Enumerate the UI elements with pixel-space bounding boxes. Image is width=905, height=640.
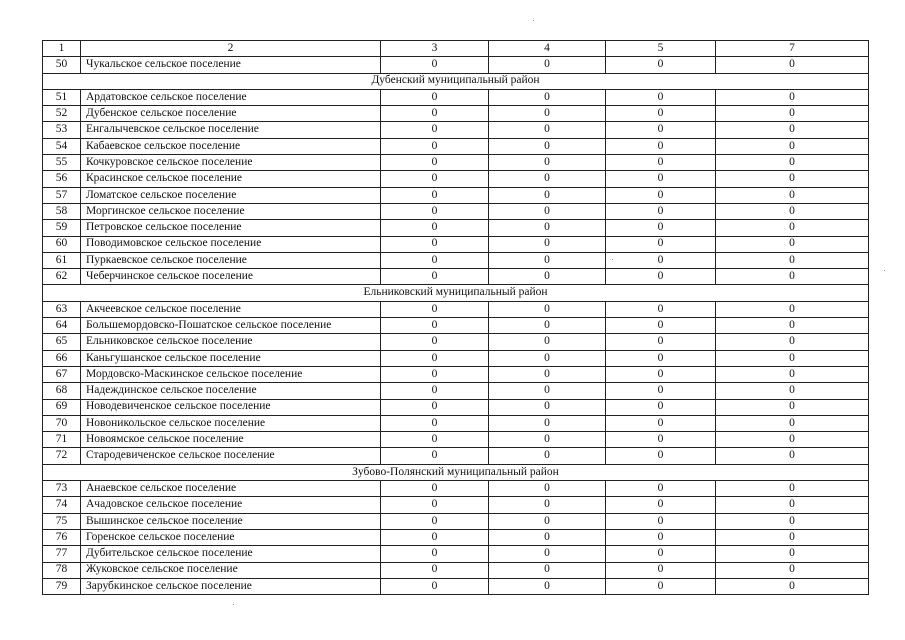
value-cell: 0 <box>716 529 869 545</box>
value-cell: 0 <box>716 432 869 448</box>
row-number: 56 <box>43 171 81 187</box>
value-cell: 0 <box>381 497 489 513</box>
value-cell: 0 <box>381 106 489 122</box>
row-number: 71 <box>43 432 81 448</box>
value-cell: 0 <box>716 252 869 268</box>
value-cell: 0 <box>606 578 716 594</box>
value-cell: 0 <box>381 399 489 415</box>
table-row <box>43 481 869 497</box>
settlement-name: Жуковское сельское поселение <box>81 562 381 578</box>
scan-speck <box>533 20 534 21</box>
value-cell: 0 <box>489 138 606 154</box>
value-cell: 0 <box>606 138 716 154</box>
column-number-2: 2 <box>81 41 381 57</box>
table-row <box>43 171 869 187</box>
value-cell: 0 <box>716 301 869 317</box>
value-cell: 0 <box>489 187 606 203</box>
document-page <box>42 40 868 595</box>
table-row <box>43 546 869 562</box>
settlement-name: Мордовско-Маскинское сельское поселение <box>81 366 381 382</box>
table-row <box>43 383 869 399</box>
settlement-name: Ачадовское сельское поселение <box>81 497 381 513</box>
district-title: Дубенский муниципальный район <box>43 73 869 89</box>
value-cell: 0 <box>606 318 716 334</box>
value-cell: 0 <box>489 529 606 545</box>
settlement-name: Моргинское сельское поселение <box>81 203 381 219</box>
settlement-name: Дубительское сельское поселение <box>81 546 381 562</box>
value-cell: 0 <box>489 383 606 399</box>
settlement-name: Большемордовско-Пошатское сельское поселение <box>81 318 381 334</box>
settlement-name: Ельниковское сельское поселение <box>81 334 381 350</box>
table-row <box>43 529 869 545</box>
value-cell: 0 <box>716 106 869 122</box>
value-cell: 0 <box>606 220 716 236</box>
value-cell: 0 <box>381 578 489 594</box>
row-number: 53 <box>43 122 81 138</box>
settlement-name: Каньгушанское сельское поселение <box>81 350 381 366</box>
value-cell: 0 <box>489 399 606 415</box>
table-row <box>43 415 869 431</box>
value-cell: 0 <box>489 89 606 105</box>
table-row <box>43 203 869 219</box>
table-row <box>43 366 869 382</box>
column-number-5: 5 <box>606 41 716 57</box>
settlements-table <box>42 40 869 595</box>
value-cell: 0 <box>606 399 716 415</box>
value-cell: 0 <box>606 481 716 497</box>
column-number-1: 1 <box>43 41 81 57</box>
value-cell: 0 <box>489 432 606 448</box>
value-cell: 0 <box>606 432 716 448</box>
district-section-row <box>43 464 869 480</box>
value-cell: 0 <box>606 366 716 382</box>
value-cell: 0 <box>716 448 869 464</box>
value-cell: 0 <box>381 301 489 317</box>
value-cell: 0 <box>606 122 716 138</box>
value-cell: 0 <box>489 252 606 268</box>
value-cell: 0 <box>381 432 489 448</box>
value-cell: 0 <box>489 513 606 529</box>
value-cell: 0 <box>716 236 869 252</box>
row-number: 55 <box>43 155 81 171</box>
settlement-name: Анаевское сельское поселение <box>81 481 381 497</box>
value-cell: 0 <box>716 366 869 382</box>
table-row <box>43 122 869 138</box>
settlement-name: Красинское сельское поселение <box>81 171 381 187</box>
settlement-name: Новодевиченское сельское поселение <box>81 399 381 415</box>
value-cell: 0 <box>489 236 606 252</box>
settlement-name: Горенское сельское поселение <box>81 529 381 545</box>
district-section-row <box>43 73 869 89</box>
value-cell: 0 <box>606 171 716 187</box>
value-cell: 0 <box>381 481 489 497</box>
scan-speck <box>233 604 234 605</box>
table-row <box>43 578 869 594</box>
value-cell: 0 <box>716 122 869 138</box>
row-number: 70 <box>43 415 81 431</box>
column-number-7: 7 <box>716 41 869 57</box>
column-number-3: 3 <box>381 41 489 57</box>
column-number-4: 4 <box>489 41 606 57</box>
settlement-name: Ломатское сельское поселение <box>81 187 381 203</box>
settlement-name: Енгалычевское сельское поселение <box>81 122 381 138</box>
value-cell: 0 <box>716 138 869 154</box>
row-number: 65 <box>43 334 81 350</box>
value-cell: 0 <box>606 562 716 578</box>
settlement-name: Ардатовское сельское поселение <box>81 89 381 105</box>
value-cell: 0 <box>489 366 606 382</box>
settlement-name: Петровское сельское поселение <box>81 220 381 236</box>
table-body <box>43 41 869 595</box>
value-cell: 0 <box>716 220 869 236</box>
value-cell: 0 <box>716 383 869 399</box>
table-row <box>43 301 869 317</box>
value-cell: 0 <box>381 513 489 529</box>
value-cell: 0 <box>489 497 606 513</box>
value-cell: 0 <box>606 203 716 219</box>
table-row <box>43 89 869 105</box>
table-row <box>43 138 869 154</box>
row-number: 75 <box>43 513 81 529</box>
table-row <box>43 252 869 268</box>
table-row <box>43 334 869 350</box>
row-number: 60 <box>43 236 81 252</box>
value-cell: 0 <box>606 301 716 317</box>
value-cell: 0 <box>606 155 716 171</box>
value-cell: 0 <box>381 269 489 285</box>
value-cell: 0 <box>489 171 606 187</box>
table-row <box>43 350 869 366</box>
value-cell: 0 <box>606 187 716 203</box>
value-cell: 0 <box>716 318 869 334</box>
settlement-name: Кабаевское сельское поселение <box>81 138 381 154</box>
table-row <box>43 155 869 171</box>
settlement-name: Вышинское сельское поселение <box>81 513 381 529</box>
row-number: 57 <box>43 187 81 203</box>
value-cell: 0 <box>716 89 869 105</box>
value-cell: 0 <box>489 481 606 497</box>
district-title: Ельниковский муниципальный район <box>43 285 869 301</box>
row-number: 67 <box>43 366 81 382</box>
table-row <box>43 187 869 203</box>
value-cell: 0 <box>381 546 489 562</box>
table-row <box>43 497 869 513</box>
row-number: 68 <box>43 383 81 399</box>
value-cell: 0 <box>716 562 869 578</box>
value-cell: 0 <box>381 155 489 171</box>
value-cell: 0 <box>489 122 606 138</box>
settlement-name: Пуркаевское сельское поселение <box>81 252 381 268</box>
value-cell: 0 <box>606 415 716 431</box>
row-number: 72 <box>43 448 81 464</box>
value-cell: 0 <box>489 301 606 317</box>
value-cell: 0 <box>716 334 869 350</box>
row-number: 51 <box>43 89 81 105</box>
value-cell: 0 <box>716 203 869 219</box>
value-cell: 0 <box>381 122 489 138</box>
value-cell: 0 <box>381 89 489 105</box>
value-cell: 0 <box>381 383 489 399</box>
table-row <box>43 236 869 252</box>
row-number: 79 <box>43 578 81 594</box>
row-number: 77 <box>43 546 81 562</box>
value-cell: 0 <box>381 236 489 252</box>
value-cell: 0 <box>716 57 869 73</box>
value-cell: 0 <box>381 252 489 268</box>
value-cell: 0 <box>716 578 869 594</box>
value-cell: 0 <box>606 546 716 562</box>
value-cell: 0 <box>489 546 606 562</box>
row-number: 78 <box>43 562 81 578</box>
value-cell: 0 <box>606 334 716 350</box>
row-number: 50 <box>43 57 81 73</box>
value-cell: 0 <box>381 203 489 219</box>
value-cell: 0 <box>381 415 489 431</box>
scan-speck <box>612 259 613 260</box>
value-cell: 0 <box>606 529 716 545</box>
row-number: 61 <box>43 252 81 268</box>
value-cell: 0 <box>489 350 606 366</box>
settlement-name: Зарубкинское сельское поселение <box>81 578 381 594</box>
district-title: Зубово-Полянский муниципальный район <box>43 464 869 480</box>
table-row <box>43 57 869 73</box>
value-cell: 0 <box>381 562 489 578</box>
value-cell: 0 <box>489 578 606 594</box>
settlement-name: Поводимовское сельское поселение <box>81 236 381 252</box>
table-row <box>43 448 869 464</box>
value-cell: 0 <box>606 106 716 122</box>
value-cell: 0 <box>381 138 489 154</box>
value-cell: 0 <box>606 448 716 464</box>
settlement-name: Стародевиченское сельское поселение <box>81 448 381 464</box>
table-row <box>43 106 869 122</box>
row-number: 54 <box>43 138 81 154</box>
settlement-name: Чеберчинское сельское поселение <box>81 269 381 285</box>
table-row <box>43 220 869 236</box>
value-cell: 0 <box>606 383 716 399</box>
column-number-row <box>43 41 869 57</box>
value-cell: 0 <box>381 318 489 334</box>
row-number: 58 <box>43 203 81 219</box>
value-cell: 0 <box>606 89 716 105</box>
value-cell: 0 <box>381 187 489 203</box>
row-number: 76 <box>43 529 81 545</box>
table-row <box>43 432 869 448</box>
value-cell: 0 <box>489 220 606 236</box>
value-cell: 0 <box>716 269 869 285</box>
value-cell: 0 <box>381 334 489 350</box>
row-number: 59 <box>43 220 81 236</box>
row-number: 64 <box>43 318 81 334</box>
settlement-name: Новоямское сельское поселение <box>81 432 381 448</box>
value-cell: 0 <box>489 448 606 464</box>
value-cell: 0 <box>381 220 489 236</box>
row-number: 63 <box>43 301 81 317</box>
value-cell: 0 <box>716 171 869 187</box>
settlement-name: Акчеевское сельское поселение <box>81 301 381 317</box>
row-number: 69 <box>43 399 81 415</box>
value-cell: 0 <box>606 497 716 513</box>
settlement-name: Надеждинское сельское поселение <box>81 383 381 399</box>
value-cell: 0 <box>381 366 489 382</box>
value-cell: 0 <box>489 415 606 431</box>
value-cell: 0 <box>716 350 869 366</box>
value-cell: 0 <box>606 57 716 73</box>
value-cell: 0 <box>489 334 606 350</box>
row-number: 52 <box>43 106 81 122</box>
value-cell: 0 <box>606 350 716 366</box>
value-cell: 0 <box>489 269 606 285</box>
value-cell: 0 <box>716 481 869 497</box>
value-cell: 0 <box>716 546 869 562</box>
value-cell: 0 <box>716 187 869 203</box>
settlement-name: Дубенское сельское поселение <box>81 106 381 122</box>
table-row <box>43 562 869 578</box>
value-cell: 0 <box>606 269 716 285</box>
value-cell: 0 <box>381 57 489 73</box>
row-number: 62 <box>43 269 81 285</box>
value-cell: 0 <box>381 350 489 366</box>
value-cell: 0 <box>381 171 489 187</box>
row-number: 66 <box>43 350 81 366</box>
settlement-name: Новоникольское сельское поселение <box>81 415 381 431</box>
value-cell: 0 <box>489 155 606 171</box>
value-cell: 0 <box>606 252 716 268</box>
value-cell: 0 <box>716 497 869 513</box>
value-cell: 0 <box>489 106 606 122</box>
value-cell: 0 <box>489 562 606 578</box>
value-cell: 0 <box>606 236 716 252</box>
value-cell: 0 <box>489 318 606 334</box>
value-cell: 0 <box>716 399 869 415</box>
value-cell: 0 <box>716 155 869 171</box>
table-row <box>43 513 869 529</box>
district-section-row <box>43 285 869 301</box>
table-row <box>43 318 869 334</box>
value-cell: 0 <box>381 529 489 545</box>
table-row <box>43 269 869 285</box>
settlement-name: Кочкуровское сельское поселение <box>81 155 381 171</box>
settlement-name: Чукальское сельское поселение <box>81 57 381 73</box>
value-cell: 0 <box>489 203 606 219</box>
value-cell: 0 <box>606 513 716 529</box>
scan-speck <box>884 270 885 271</box>
table-row <box>43 399 869 415</box>
row-number: 73 <box>43 481 81 497</box>
value-cell: 0 <box>716 513 869 529</box>
value-cell: 0 <box>381 448 489 464</box>
value-cell: 0 <box>489 57 606 73</box>
row-number: 74 <box>43 497 81 513</box>
value-cell: 0 <box>716 415 869 431</box>
